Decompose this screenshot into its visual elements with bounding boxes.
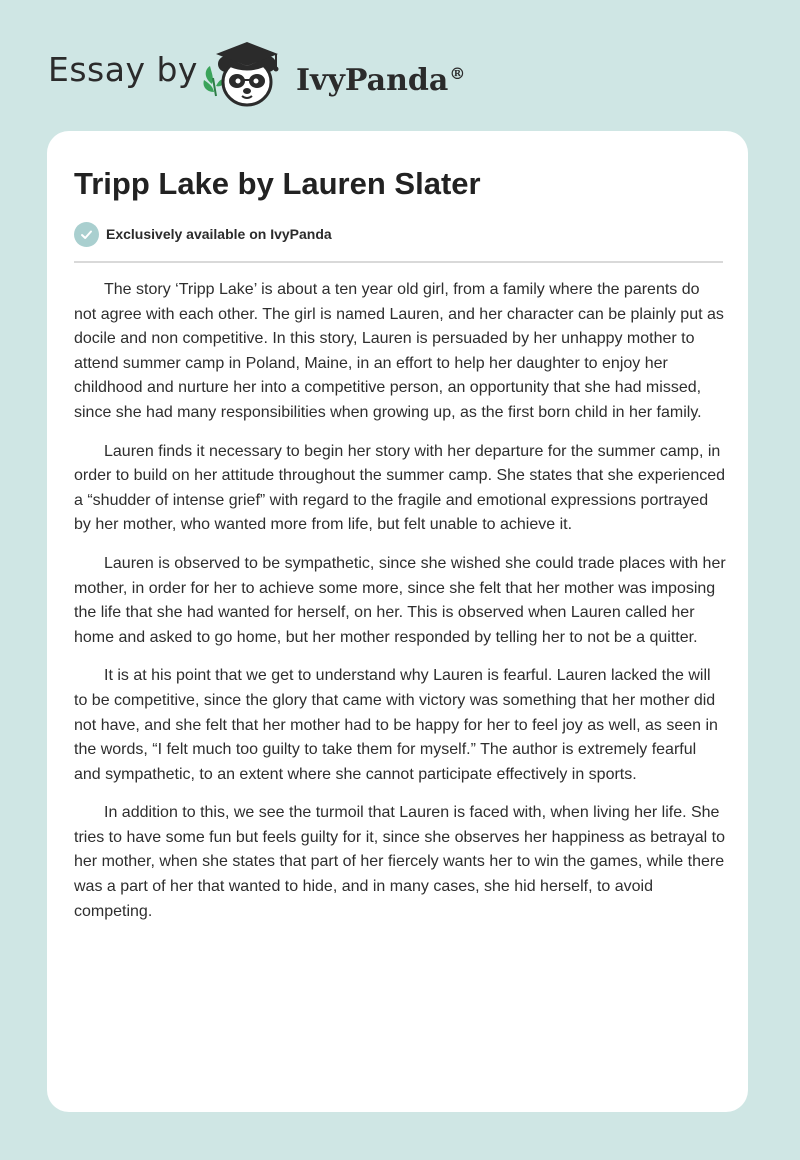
- panda-graduation-cap-icon[interactable]: [198, 34, 290, 110]
- paragraph: In addition to this, we see the turmoil that Lauren is faced with, when living her life. She tries to have some fun but feels guilty for it, since she observes her happiness as betrayal to her mother, when she states that part of her fiercely wants her to win the games, while there was a part of her that wanted to hide, and in many cases, she hid herself, to avoid competing.: [74, 804, 726, 920]
- title-divider: [74, 261, 723, 263]
- paragraph: Lauren is observed to be sympathetic, since she wished she could trade places with her mother, in order for her to achieve some more, since she felt that her mother was imposing the life that she had wanted for herself, on her. This is observed when Lauren called her home and asked to go home, but her mother responded by telling her to not be a quitter.: [74, 554, 726, 646]
- site-header: [0, 0, 800, 130]
- essay-by-label: Essay by: [48, 50, 198, 89]
- exclusive-badge-label: Exclusively available on IvyPanda: [106, 226, 332, 242]
- exclusive-badge: [74, 221, 332, 247]
- paragraph: The story ‘Tripp Lake’ is about a ten year old girl, from a family where the parents do not agree with each other. The girl is named Lauren, and her character can be plainly put as docile and non competitive. In this story, Lauren is persuaded by her unhappy mother to attend summer camp in Poland, Maine, in an effort to help her daughter to enjoy her childhood and nurture her into a competitive person, an opportunity that she had missed, since she had many responsibilities when growing up, as the first born child in her family.: [74, 281, 724, 421]
- registered-mark: ®: [449, 64, 466, 83]
- brand-name[interactable]: IvyPanda®: [296, 63, 466, 98]
- essay-title: Tripp Lake by Lauren Slater: [74, 166, 481, 201]
- paragraph: Lauren finds it necessary to begin her story with her departure for the summer camp, in order to build on her attitude throughout the summer camp. She states that she experienced a “shudder of intense grief” with regard to the fragile and emotional expressions portrayed by her mother, who wanted more from life, but felt unable to achieve it.: [74, 442, 726, 534]
- essay-card: [47, 131, 748, 1112]
- essay-body: [74, 278, 726, 938]
- paragraph: It is at his point that we get to understand why Lauren is fearful. Lauren lacked the will to be competitive, since the glory that came with victory was something that her mother did not have, and she felt that her mother had to be happy for her to feel joy as well, as seen in the words, “I felt much too guilty to take them for myself.” The author is extremely fearful and sympathetic, to an extent where she cannot participate effectively in sports.: [74, 667, 718, 783]
- check-circle-icon: [74, 222, 99, 247]
